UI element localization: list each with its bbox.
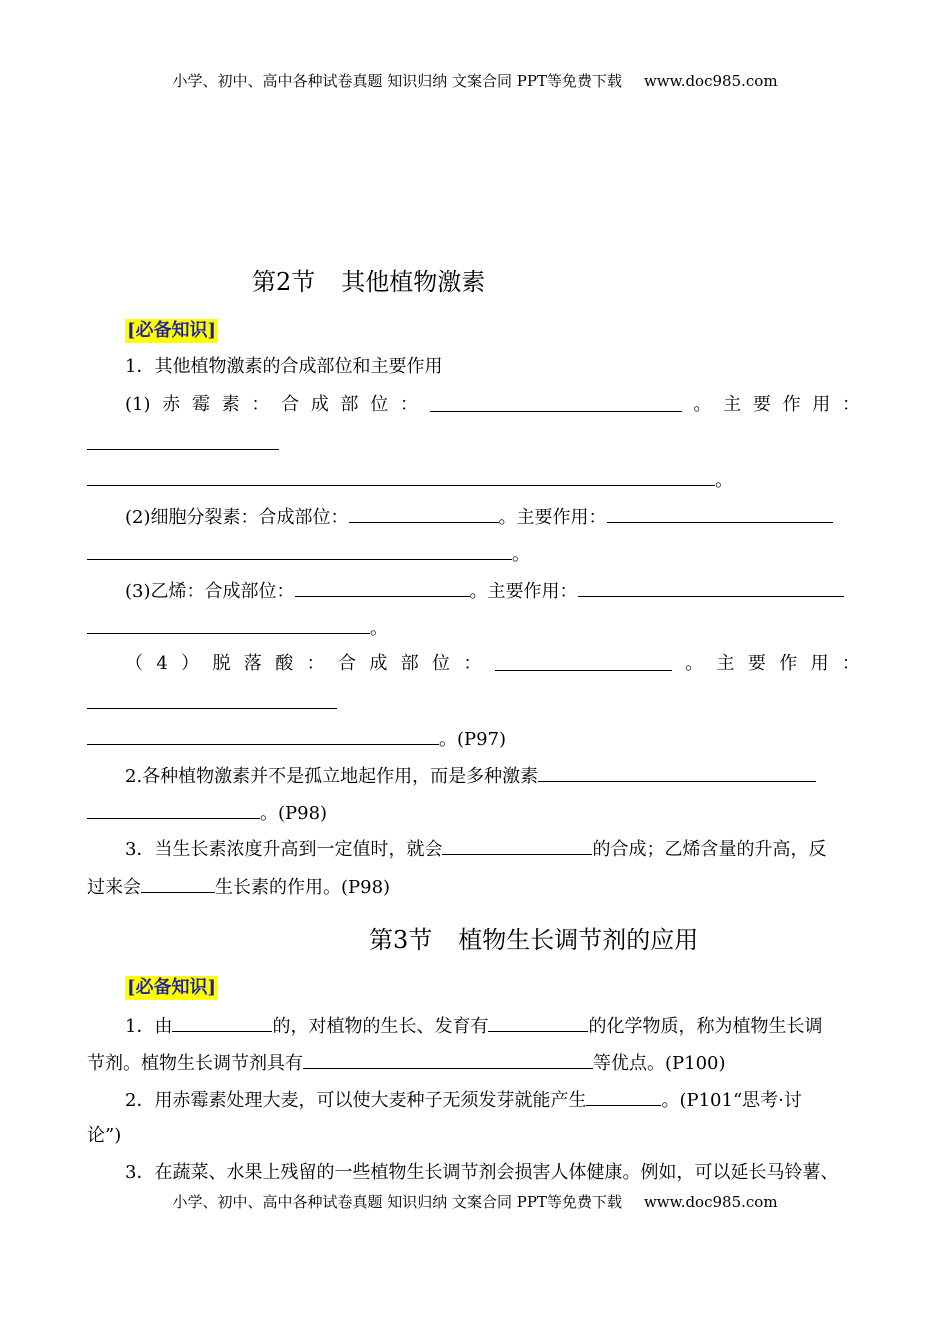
- blank-advantages[interactable]: [303, 1050, 593, 1069]
- blank-hormone-interaction-2[interactable]: [87, 800, 260, 819]
- blank-aba-site[interactable]: [495, 652, 672, 671]
- blank-hormone-interaction-1[interactable]: [538, 763, 816, 782]
- footer-url[interactable]: www.doc985.com: [643, 1193, 778, 1211]
- blank-regulation-effect[interactable]: [488, 1013, 588, 1032]
- header-url[interactable]: www.doc985.com: [643, 72, 778, 90]
- blank-cytokinin-site[interactable]: [349, 504, 499, 523]
- section-2-tag: [必备知识]: [127, 320, 217, 341]
- blank-ethylene-function-2[interactable]: [87, 615, 370, 634]
- section-3-tag: [必备知识]: [127, 977, 217, 998]
- s2-question-1: 1．其他植物激素的合成部位和主要作用: [125, 356, 443, 377]
- s2-question-3: 3．当生长素浓度升高到一定值时，就会 的合成；乙烯含量的升高，反: [125, 836, 826, 862]
- s3-question-2-cont: 论”): [87, 1125, 122, 1146]
- blank-gibberellin-function-2[interactable]: [87, 467, 715, 486]
- section-2-number: 第2节: [252, 268, 316, 296]
- s2-question-3-cont: 过来会 生长素的作用。(P98): [87, 874, 390, 900]
- blank-cytokinin-function-2[interactable]: [87, 541, 512, 560]
- s2-question-2-cont: 。(P98): [87, 800, 327, 826]
- blank-auxin-promote[interactable]: [442, 836, 592, 855]
- blank-aba-function-2[interactable]: [87, 726, 439, 745]
- blank-gibberellin-site[interactable]: [430, 393, 682, 412]
- blank-ethylene-effect[interactable]: [141, 874, 215, 893]
- blank-gibberellin-function-1[interactable]: [87, 449, 279, 450]
- s3-question-2: 2．用赤霉素处理大麦，可以使大麦种子无须发芽就能产生 。(P101“思考·讨: [125, 1087, 802, 1113]
- page-header: [0, 70, 950, 91]
- s2-q1-item-2: (2)细胞分裂素：合成部位： 。主要作用：: [125, 504, 833, 530]
- page-footer: [0, 1191, 950, 1212]
- section-2-name: 其他植物激素: [341, 268, 486, 296]
- s3-question-1-cont: 节剂。植物生长调节剂具有 等优点。(P100): [87, 1050, 726, 1076]
- s2-q1-item-3: (3)乙烯：合成部位： 。主要作用：: [125, 578, 844, 604]
- s2-question-2: 2.各种植物激素并不是孤立地起作用，而是多种激素: [125, 763, 816, 789]
- section-2-title: [252, 262, 485, 297]
- blank-amylase[interactable]: [586, 1087, 661, 1106]
- blank-ethylene-site[interactable]: [295, 578, 470, 597]
- blank-synthesized-by[interactable]: [172, 1013, 272, 1032]
- s2-q1-item-2-cont: 。: [87, 541, 530, 567]
- section-3-name: 植物生长调节剂的应用: [458, 926, 699, 954]
- header-text: 小学、初中、高中各种试卷真题 知识归纳 文案合同 PPT等免费下载: [172, 72, 622, 90]
- blank-cytokinin-function-1[interactable]: [607, 504, 833, 523]
- s2-q1-item-4-cont: 。(P97): [87, 726, 506, 752]
- s3-question-1: 1．由 的，对植物的生长、发育有 的化学物质，称为植物生长调: [125, 1013, 822, 1039]
- s2-q1-item-3-cont: 。: [87, 615, 388, 641]
- section-3-title: [369, 920, 698, 955]
- s2-q1-item-4: （ 4 ） 脱 落 酸 ： 合 成 部 位 ： 。 主 要 作 用 ：: [125, 653, 860, 674]
- blank-ethylene-function-1[interactable]: [578, 578, 844, 597]
- footer-text: 小学、初中、高中各种试卷真题 知识归纳 文案合同 PPT等免费下载: [172, 1193, 622, 1211]
- s3-question-3: 3．在蔬菜、水果上残留的一些植物生长调节剂会损害人体健康。例如，可以延长马铃薯、: [125, 1162, 839, 1183]
- s2-q1-item-1: (1) 赤 霉 素 ： 合 成 部 位 ： 。 主 要 作 用 ：: [125, 394, 860, 415]
- section-3-number: 第3节: [369, 926, 433, 954]
- s2-q1-item-1-cont: 。: [87, 467, 733, 493]
- blank-aba-function-1[interactable]: [87, 708, 337, 709]
